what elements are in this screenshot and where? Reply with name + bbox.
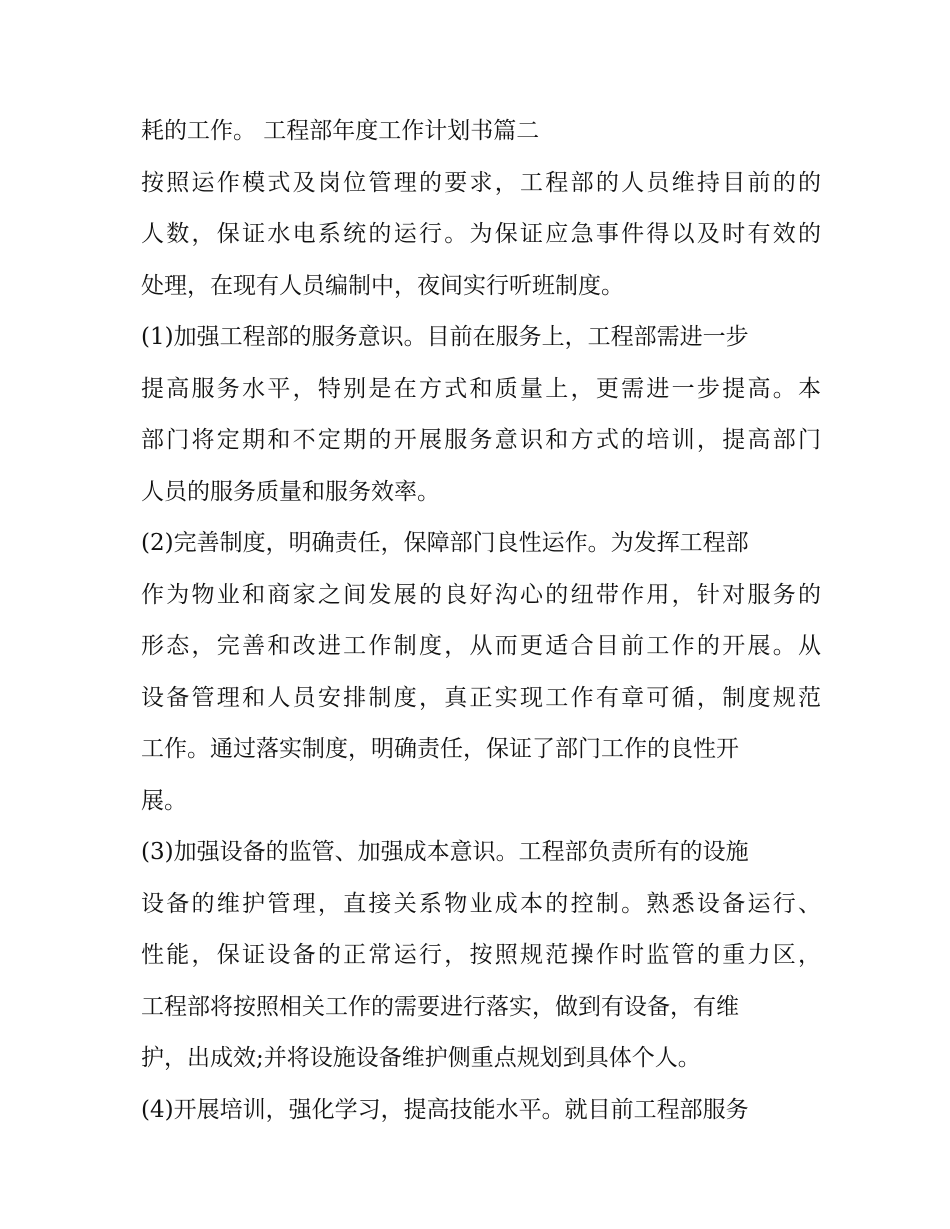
text-line: (3)加强设备的监管、加强成本意识。工程部负责所有的设施 xyxy=(141,839,749,865)
text-line: 按照运作模式及岗位管理的要求，工程部的人员维持目前的的 xyxy=(141,169,821,196)
document-body xyxy=(141,108,821,1138)
text-line: 人员的服务质量和服务效率。 xyxy=(141,478,440,505)
text-line: (1)加强工程部的服务意识。目前在服务上，工程部需进一步 xyxy=(141,324,749,350)
text-line: (4)开展培训，强化学习，提高技能水平。就目前工程部服务 xyxy=(141,1096,749,1123)
text-line: 性能，保证设备的正常运行，按照规范操作时监管的重力区， xyxy=(141,942,821,968)
text-line: 护，出成效;并将设施设备维护侧重点规划到具体个人。 xyxy=(141,1045,701,1071)
text-line: 工程部将按照相关工作的需要进行落实，做到有设备，有维 xyxy=(141,993,739,1020)
text-line: 人数，保证水电系统的运行。为保证应急事件得以及时有效的 xyxy=(141,221,821,247)
text-line: 处理，在现有人员编制中，夜间实行听班制度。 xyxy=(141,272,624,299)
text-line: 提高服务水平，特别是在方式和质量上，更需进一步提高。本 xyxy=(141,375,821,402)
text-line: 耗的工作。 工程部年度工作计划书篇二 xyxy=(141,118,540,144)
text-line: (2)完善制度，明确责任，保障部门良性运作。为发挥工程部 xyxy=(141,530,749,556)
text-line: 展。 xyxy=(141,787,187,814)
text-line: 形态，完善和改进工作制度，从而更适合目前工作的开展。从 xyxy=(141,633,821,659)
text-line: 部门将定期和不定期的开展服务意识和方式的培训，提高部门 xyxy=(141,427,821,453)
text-line: 设备的维护管理，直接关系物业成本的控制。熟悉设备运行、 xyxy=(141,890,821,917)
text-line: 工作。通过落实制度，明确责任，保证了部门工作的良性开 xyxy=(141,736,739,762)
text-line: 设备管理和人员安排制度，真正实现工作有章可循，制度规范 xyxy=(141,684,821,711)
text-line: 作为物业和商家之间发展的良好沟心的纽带作用，针对服务的 xyxy=(141,581,821,608)
